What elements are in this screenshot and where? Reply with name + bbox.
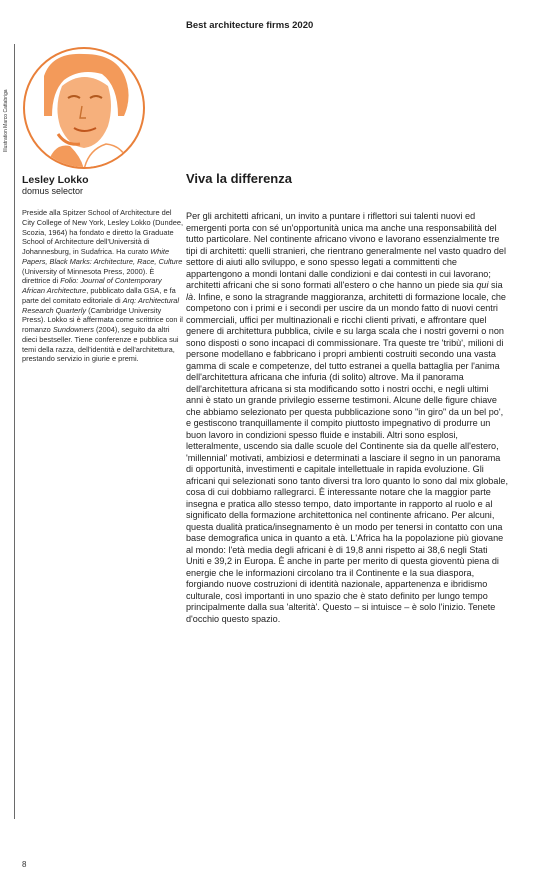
- selector-role: domus selector: [22, 186, 84, 196]
- text-run: Per gli architetti africani, un invito a puntare i riflettori sui talenti nuovi ed emergenti porta con sé un'opportunità unica ma anche una responsabilità del tutto particolare. Nel continente africano vivono e lavorano essenzialmente tre tipi di architetti: quelli stranieri, che rientrano generalmente nel vasto quadro del settore di aiuti allo sviluppo, e sono spesso legati a committenti che appartengono a mondi lontani dalle condizioni e dai contesti in cui lavorano; architetti africani che si sono formati all'estero o che hanno un piede sia: [186, 211, 506, 290]
- italic-run: White Papers, Black Marks: Architecture, Race, Culture: [22, 247, 183, 266]
- text-run: (2004), seguito da altri dieci bestseller. Tiene conferenze e pubblica sui temi della razza, dell'identità e dell'architettura, prestando servizio in giurie e premi.: [22, 325, 179, 364]
- section-header: Best architecture firms 2020: [186, 20, 314, 31]
- article-body: [186, 211, 508, 625]
- article-title: Viva la differenza: [186, 171, 292, 186]
- selector-bio: [22, 208, 184, 364]
- text-run: , pubblicato dalla GSA, e fa parte del comitato editoriale di: [22, 286, 176, 305]
- italic-run: Arq: Architectural Research Quarterly: [22, 295, 180, 315]
- selector-name: Lesley Lokko: [22, 174, 89, 186]
- italic-run: qui: [476, 280, 489, 290]
- italic-run: là: [186, 291, 194, 302]
- vertical-rule: [14, 44, 15, 819]
- text-run: (University of Minnesota Press, 2000). È direttrice di: [22, 266, 155, 286]
- italic-run: Folio: Journal of Contemporary African Architecture: [22, 276, 162, 295]
- italic-run: Sundowners: [52, 325, 94, 334]
- text-run: . Infine, e sono la stragrande maggioranza, architetti di formazione locale, che competono con i primi e i secondi per uscire da un mondo fatto di nuovi centri commerciali, uffici per multinazionali e ricchi clienti privati, e affrontare quel genere di architettura pubblica, civile e su larga scala che i nostri governi o non sono disposti o sono incapaci di commissionare. Tra queste tre 'tribù', milioni di persone modellano e fabbricano i propri ambienti costruiti secondo una vasta gamma di scale e competenze, del tutto estranei a quella battaglia per l'anima dell'architettura africana che infuria (di solito) altrove. Ma il panorama dell'architettura africana si sta modificando sotto i nostri occhi, e negli ultimi anni è stato un grande privilegio esserne testimoni. Alcune delle figure chiave che abbiamo selezionato per questa pubblicazione sono "in giro" da un bel po', e gestiscono tranquillamente il compito piuttosto impegnativo di produrre un buon lavoro in condizioni spesso fluide e instabili. Altri sono esplosi, letteralmente, uscendo sia dalle scuole del Continente sia da quelle all'estero, 'millennial' motivati, ambiziosi e determinati a lasciare il segno in un panorama di opportunità, investimenti e capitale intellettuale in rapida evoluzione. Gli africani qui selezionati sono tanto diversi tra loro quanto lo sono dal mix globale, cosa di cui dobbiamo rallegrarci. È interessante notare che la maggior parte insegna e pratica allo stesso tempo, dato importante in rapporto al ruolo e al significato della formazione architettonica nel continente africano. Per alcuni, questa dualità pratica/insegnamento è un modo per tenersi in contatto con una base demografica unica in quanto a età. L'Africa ha la popolazione più giovane al mondo: l'età media degli africani è di 19,8 anni rispetto ai 38,6 negli Stati Uniti e 39,2 in Europa. È anche in parte per merito di questa gioventù piena di energie che le informazioni circolano tra il Continente e la sua diaspora, forgiando nuove costruzioni di identità nazionale, appartenenza e ibridismo culturale, così importanti in uno spazio che è stato definito per lungo tempo principalmente dalla sua 'alterità'. Questo – si intuisce – è solo l'inizio. Tenete d'occhio questo spazio.: [186, 291, 509, 624]
- text-run: (Cambridge University Press). Lokko si è affermata come scrittrice con il romanzo: [22, 305, 183, 334]
- page-number: 8: [22, 860, 27, 869]
- text-run: Preside alla Spitzer School of Architecture del City College of New York, Lesley Lokko (Dundee, Scozia, 1964) ha fondato e diretto la Graduate School of Architecture dell'Università di Johannesburg, in Sudafrica. Ha curato: [22, 208, 184, 256]
- portrait-illustration: [22, 46, 146, 170]
- text-run: sia: [488, 280, 503, 290]
- illustration-credit: Illustration Marco Cattabriga: [3, 89, 9, 152]
